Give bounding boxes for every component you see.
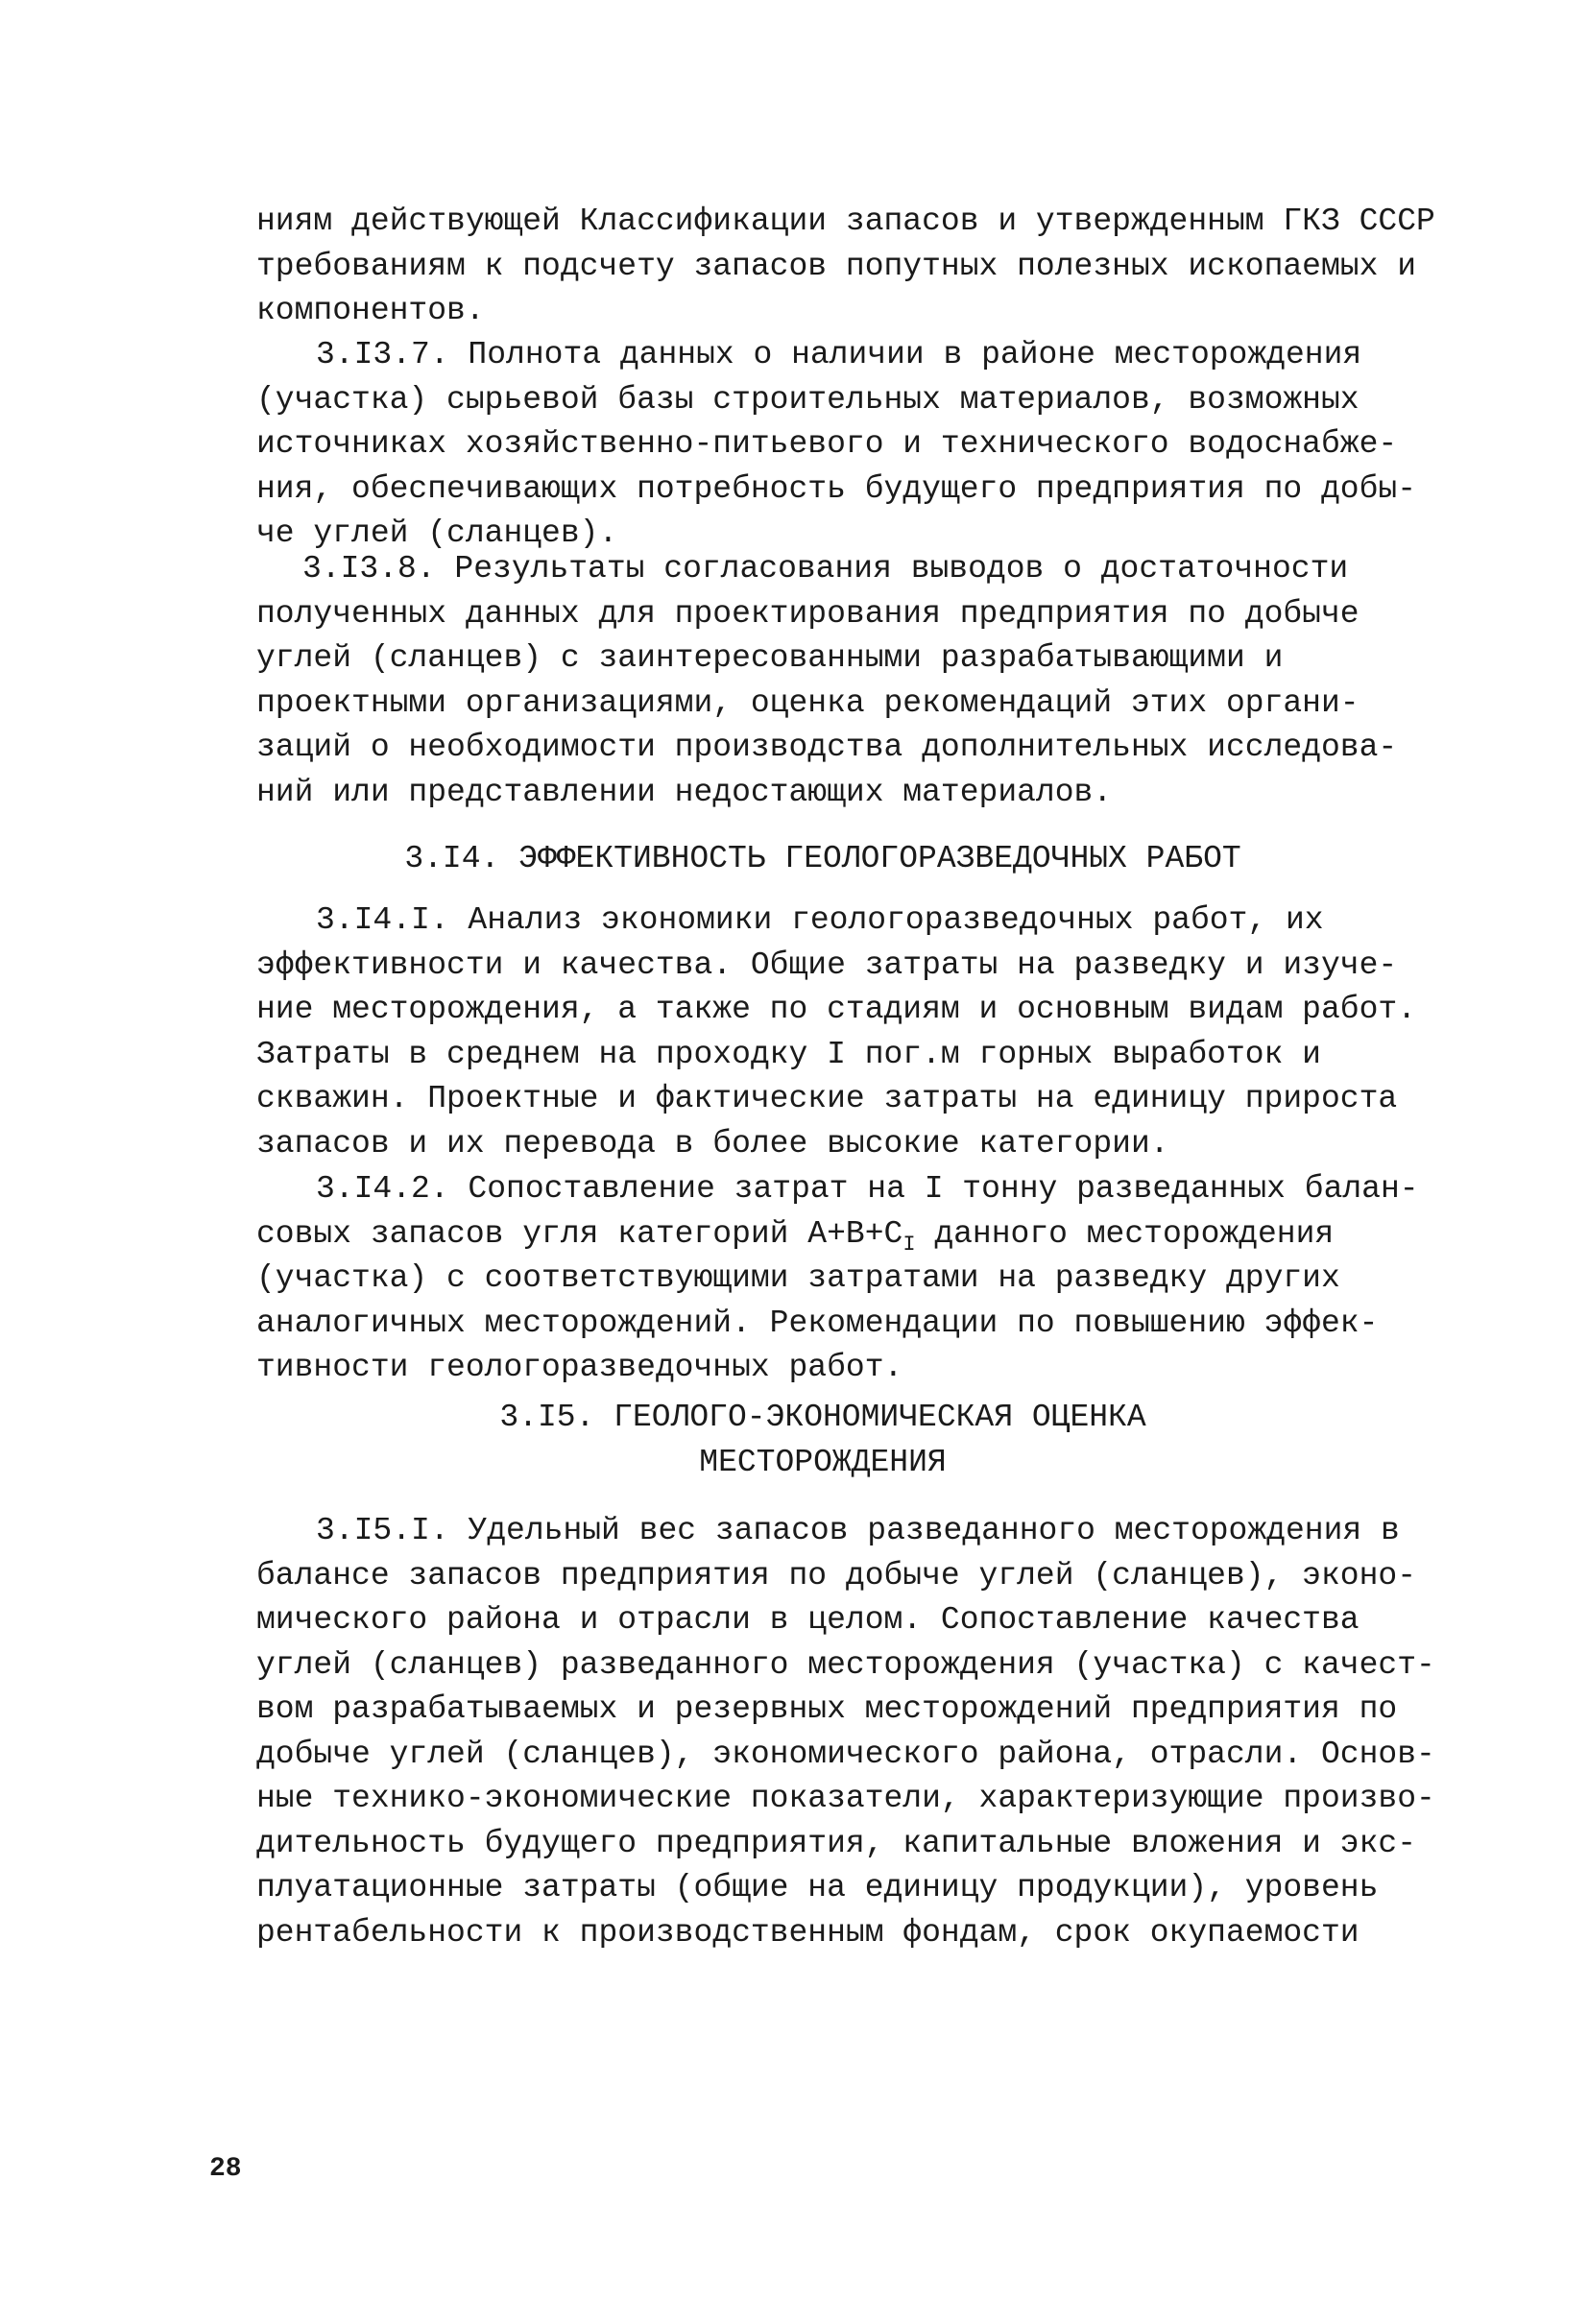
- text-line: рентабельности к производственным фондам, срок окупаемости: [256, 1914, 1359, 1951]
- text-line: ные технико-экономические показатели, характеризующие произво-: [256, 1781, 1435, 1816]
- paragraph-continuation: [256, 200, 1435, 334]
- text-line: полученных данных для проектирования предприятия по добыче: [256, 595, 1359, 632]
- text-line: вом разрабатываемых и резервных месторождений предприятия по: [256, 1691, 1398, 1727]
- text-line: 3.I3.7. Полнота данных о наличии в районе месторождения: [316, 337, 1362, 372]
- text-line: (участка) с соответствующими затратами на разведку других: [256, 1260, 1340, 1296]
- text-line: ния, обеспечивающих потребность будущего предприятия по добы-: [256, 470, 1416, 507]
- text-line: проектными организациями, оценка рекомендаций этих органи-: [256, 684, 1359, 721]
- text-line: компонентов.: [256, 293, 485, 328]
- text-line: ниям действующей Классификации запасов и утвержденным ГКЗ СССР: [256, 204, 1435, 239]
- text-line: (участка) сырьевой базы строительных материалов, возможных: [256, 381, 1359, 418]
- category-subscript: I: [902, 1232, 916, 1257]
- text-line: 3.I4.2. Сопоставление затрат на I тонну разведанных балан-: [316, 1171, 1419, 1207]
- text-line: требованиям к подсчету запасов попутных полезных ископаемых и: [256, 248, 1416, 284]
- text-line: 3.I3.8. Результаты согласования выводов о достаточности: [302, 551, 1349, 587]
- paragraph-3-13-8: [256, 547, 1398, 815]
- text-line: балансе запасов предприятия по добыче углей (сланцев), эконо-: [256, 1557, 1416, 1593]
- text-line: [256, 1212, 1389, 1258]
- text-line: эффективности и качества. Общие затраты на разведку и изуче-: [256, 946, 1398, 983]
- heading-line: МЕСТОРОЖДЕНИЯ: [699, 1444, 947, 1480]
- text-line: 3.I4.I. Анализ экономики геологоразведочных работ, их: [316, 902, 1324, 938]
- text-line: скважин. Проектные и фактические затраты на единицу прироста: [256, 1081, 1398, 1116]
- section-heading-3-14: 3.I4. ЭФФЕКТИВНОСТЬ ГЕОЛОГОРАЗВЕДОЧНЫХ РАБОТ: [404, 841, 1241, 876]
- text-line: углей (сланцев) разведанного месторождения (участка) с качест-: [256, 1646, 1435, 1683]
- text-segment: данного месторождения: [915, 1215, 1335, 1252]
- paragraph-3-14-1: [256, 898, 1416, 1166]
- paragraph-3-13-7: [256, 333, 1416, 557]
- page-number: 28: [209, 2154, 242, 2184]
- heading-line: 3.I5. ГЕОЛОГО-ЭКОНОМИЧЕСКАЯ ОЦЕНКА: [499, 1400, 1146, 1435]
- text-line: источниках хозяйственно-питьевого и технического водоснабже-: [256, 426, 1398, 462]
- paragraph-3-14-2: [256, 1167, 1419, 1391]
- text-line: плуатационные затраты (общие на единицу продукции), уровень: [256, 1870, 1379, 1905]
- text-line: ний или представлении недостающих материалов.: [256, 774, 1113, 810]
- text-line: Затраты в среднем на проходку I пог.м горных выработок и: [256, 1036, 1321, 1072]
- text-line: углей (сланцев) с заинтересованными разрабатывающими и: [256, 640, 1284, 676]
- text-line: тивности геологоразведочных работ.: [256, 1350, 903, 1385]
- text-line: аналогичных месторождений. Рекомендации по повышению эффек-: [256, 1305, 1379, 1341]
- text-segment: совых запасов угля категорий А+В+С: [256, 1215, 903, 1252]
- text-line: ние месторождения, а также по стадиям и основным видам работ.: [256, 992, 1416, 1027]
- text-line: че углей (сланцев).: [256, 515, 618, 551]
- text-line: запасов и их перевода в более высокие категории.: [256, 1125, 1169, 1162]
- text-line: 3.I5.I. Удельный вес запасов разведанного месторождения в: [316, 1513, 1400, 1548]
- section-heading-3-15: [256, 1396, 1389, 1485]
- paragraph-3-15-1: [256, 1509, 1435, 1955]
- text-line: дительность будущего предприятия, капитальные вложения и экс-: [256, 1825, 1416, 1861]
- text-line: заций о необходимости производства дополнительных исследова-: [256, 730, 1398, 765]
- text-line: мического района и отрасли в целом. Сопоставление качества: [256, 1602, 1359, 1638]
- text-line: добыче углей (сланцев), экономического района, отрасли. Основ-: [256, 1736, 1435, 1772]
